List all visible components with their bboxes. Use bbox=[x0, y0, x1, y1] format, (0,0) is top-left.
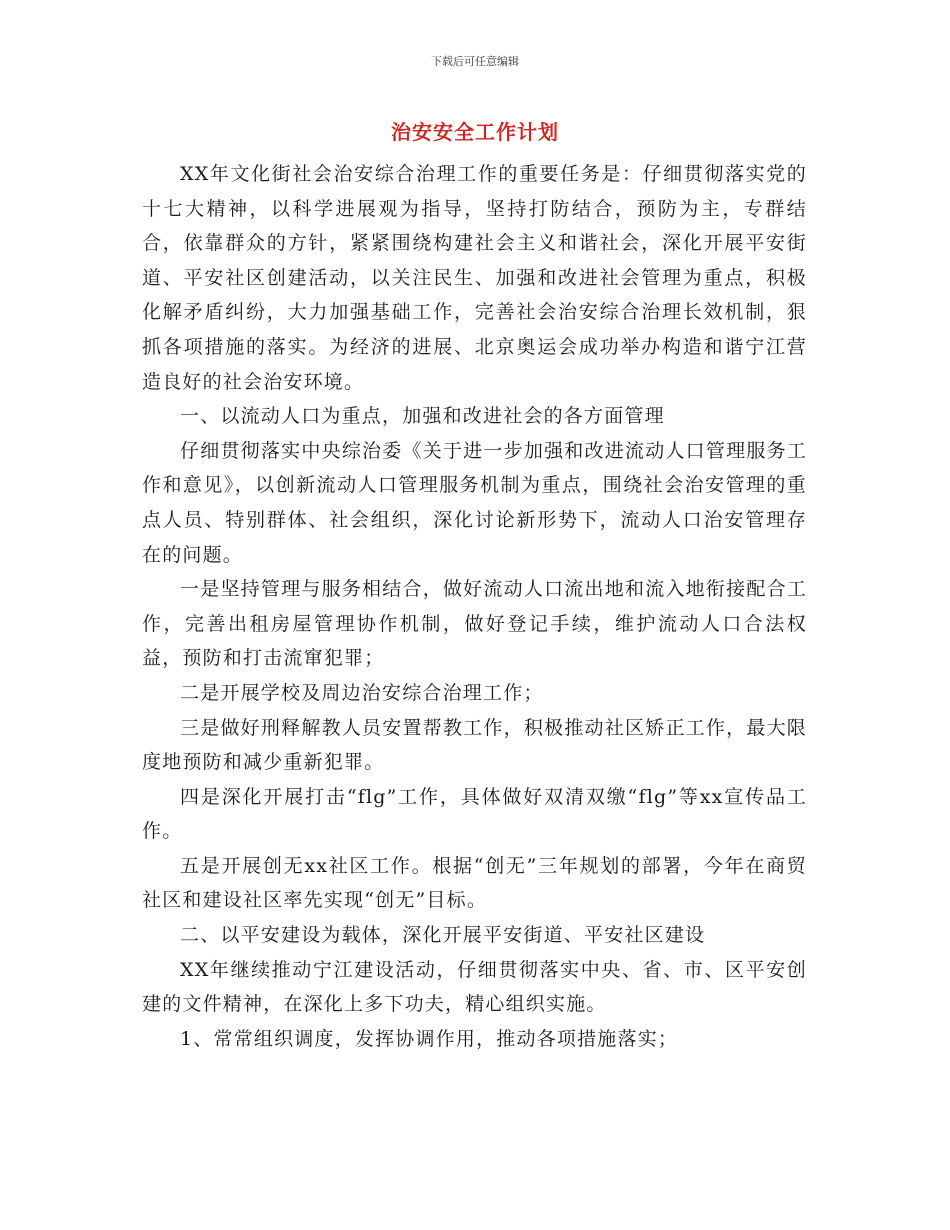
paragraph: XX年继续推动宁江建设活动，仔细贯彻落实中央、省、市、区平安创建的文件精神，在深化上多下功夫，精心组织实施。 bbox=[142, 958, 807, 1016]
section-heading-2: 二、以平安建设为载体，深化开展平安街道、平安社区建设 bbox=[180, 924, 706, 947]
paragraph: 仔细贯彻落实中央综治委《关于进一步加强和改进流动人口管理服务工作和意见》，以创新流动人口管理服务机制为重点，围绕社会治安管理的重点人员、特别群体、社会组织，深化讨论新形势下，流动人口治安管理存在的问题。 bbox=[142, 439, 807, 566]
header-note: 下载后可任意编辑 bbox=[431, 55, 519, 68]
list-item-3: 三是做好刑释解教人员安置帮教工作，积极推动社区矫正工作，最大限度地预防和减少重新犯罪。 bbox=[142, 716, 807, 774]
document-title: 治安安全工作计划 bbox=[391, 120, 559, 144]
list-item-2: 二是开展学校及周边治安综合治理工作； bbox=[180, 681, 544, 704]
list-item-5: 五是开展创无xx社区工作。根据“创无”三年规划的部署，今年在商贸社区和建设社区率先实现“创无”目标。 bbox=[142, 854, 807, 912]
document-body bbox=[142, 157, 807, 1056]
numbered-item-1: 1、常常组织调度，发挥协调作用，推动各项措施落实； bbox=[180, 1027, 679, 1050]
section-heading-1: 一、以流动人口为重点，加强和改进社会的各方面管理 bbox=[180, 405, 665, 428]
list-item-4: 四是深化开展打击“flg”工作，具体做好双清双缴“flg”等xx宣传品工作。 bbox=[142, 785, 807, 843]
paragraph-intro: XX年文化街社会治安综合治理工作的重要任务是：仔细贯彻落实党的十七大精神，以科学进展观为指导，坚持打防结合，预防为主，专群结合，依靠群众的方针，紧紧围绕构建社会主义和谐社会，深化开展平安街道、平安社区创建活动，以关注民生、加强和改进社会管理为重点，积极化解矛盾纠纷，大力加强基础工作，完善社会治安综合治理长效机制，狠抓各项措施的落实。为经济的进展、北京奥运会成功举办构造和谐宁江营造良好的社会治安环境。 bbox=[142, 163, 807, 393]
list-item-1: 一是坚持管理与服务相结合，做好流动人口流出地和流入地衔接配合工作，完善出租房屋管理协作机制，做好登记手续，维护流动人口合法权益，预防和打击流窜犯罪； bbox=[142, 578, 807, 670]
